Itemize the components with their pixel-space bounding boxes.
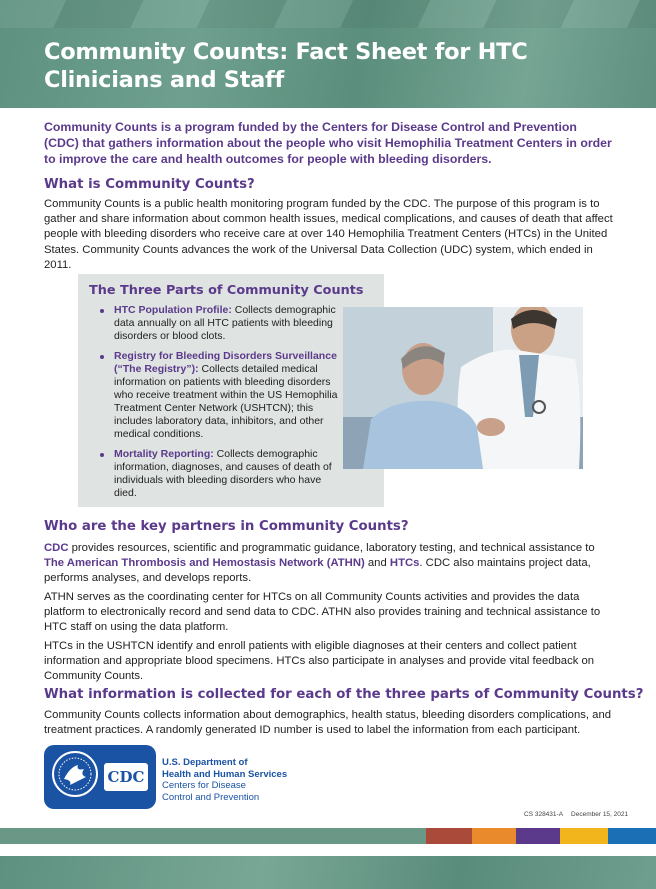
- sidebar-title: The Three Parts of Community Counts: [89, 283, 364, 298]
- information-paragraph: Community Counts collects information about demographics, health status, bleeding disorders complications, and treatment practices. A randomly generated ID number is used to label the information from each participant.: [44, 709, 612, 737]
- color-strip-yellow: [560, 828, 608, 844]
- partners-paragraph-athn: ATHN serves as the coordinating center for HTCs on all Community Counts activities and provides the data platform to electronically record and send data to CDC. ATHN also provides training and technical assistance to HTC staff on using the data platform.: [44, 591, 601, 634]
- hhs-seal-icon: [52, 751, 98, 797]
- cdc-logo: [104, 763, 148, 791]
- list-item-text: Collects demographic information, diagnoses, and causes of death of individuals with bleeding disorders who have died.: [114, 448, 332, 499]
- cdc-logo-text: CDC: [107, 768, 145, 786]
- heading-partners: Who are the key partners in Community Counts?: [44, 519, 409, 534]
- photo-illustration: [343, 307, 583, 469]
- publication-date: December 15, 2021: [571, 811, 629, 818]
- header-banner: [0, 0, 656, 108]
- cdc-line-1: Centers for Disease: [162, 780, 246, 791]
- eagle-icon: [54, 753, 96, 795]
- page-title: Community Counts: Fact Sheet for HTC Clinicians and Staff: [44, 39, 528, 93]
- partners-text: . CDC also maintains project data, performs analyses, and develops reports.: [44, 557, 591, 585]
- cdc-link[interactable]: CDC: [44, 542, 69, 554]
- intro-paragraph: Community Counts is a program funded by the Centers for Disease Control and Prevention (CDC) that gathers information about the people who visit Hemophilia Treatment Centers in order to improve the care and health outcomes for people with bleeding disorders.: [44, 120, 612, 166]
- publication-info: [524, 811, 628, 818]
- athn-link[interactable]: The American Thrombosis and Hemostasis Network (ATHN): [44, 557, 365, 570]
- three-parts-sidebar: [78, 274, 384, 507]
- hhs-cdc-logo: [44, 745, 156, 809]
- list-item: [98, 448, 338, 500]
- partners-text: and: [364, 557, 390, 570]
- partners-paragraph-htcs: HTCs in the USHTCN identify and enroll patients with eligible diagnoses at their centers and collect patient information and appropriate blood specimens. HTCs also participate in analyses and provide vital feedback on Community Counts.: [44, 640, 595, 683]
- color-strip-blue: [608, 828, 656, 844]
- list-item-label: Registry for Bleeding Disorders Surveillance (“The Registry”):: [114, 350, 337, 375]
- cdc-line-2: Control and Prevention: [162, 791, 260, 803]
- list-item-label: HTC Population Profile:: [114, 304, 232, 316]
- color-strip-orange: [472, 828, 516, 844]
- htcs-link[interactable]: HTCs: [389, 557, 420, 570]
- sidebar-list: [98, 304, 338, 507]
- hhs-line-2: Health and Human Services: [162, 768, 288, 780]
- heading-what-is: What is Community Counts?: [44, 177, 255, 192]
- list-item: [98, 304, 338, 343]
- list-item-text: Collects demographic data annually on all HTC patients with bleeding disorders or blood clots.: [114, 304, 336, 342]
- hhs-line-1: U.S. Department of: [162, 757, 248, 768]
- list-item: [98, 350, 338, 441]
- hhs-cdc-text: [162, 757, 287, 803]
- list-item-label: Mortality Reporting:: [114, 448, 214, 460]
- partners-text: provides resources, scientific and programmatic guidance, laboratory testing, and technical assistance to: [68, 542, 595, 554]
- list-item-text: Collects detailed medical information on patients with bleeding disorders who receive treatment within the US Hemophilia Treatment Center Network (USHTCN); this includes laboratory data, inhibitors, and other medical conditions.: [114, 363, 338, 440]
- what-is-paragraph: Community Counts is a public health monitoring program funded by the CDC. The purpose of this program is to gather and share information about common health issues, medical complications, and causes of death that affect people with bleeding disorders who receive care at over 140 Hemophilia Treatment Centers (HTCs) in the United States. Community Counts advances the work of the Universal Data Collection (UDC) system, which ended in 2011.: [44, 198, 613, 271]
- publication-number: CS 328431-A: [524, 811, 564, 818]
- partners-paragraph-cdc: [44, 541, 614, 587]
- color-strip-purple: [516, 828, 560, 844]
- doctor-patient-photo: [343, 307, 583, 469]
- footer-banner: [0, 856, 656, 889]
- heading-information-collected: What information is collected for each of the three parts of Community Counts?: [44, 687, 644, 702]
- color-strip-red: [426, 828, 472, 844]
